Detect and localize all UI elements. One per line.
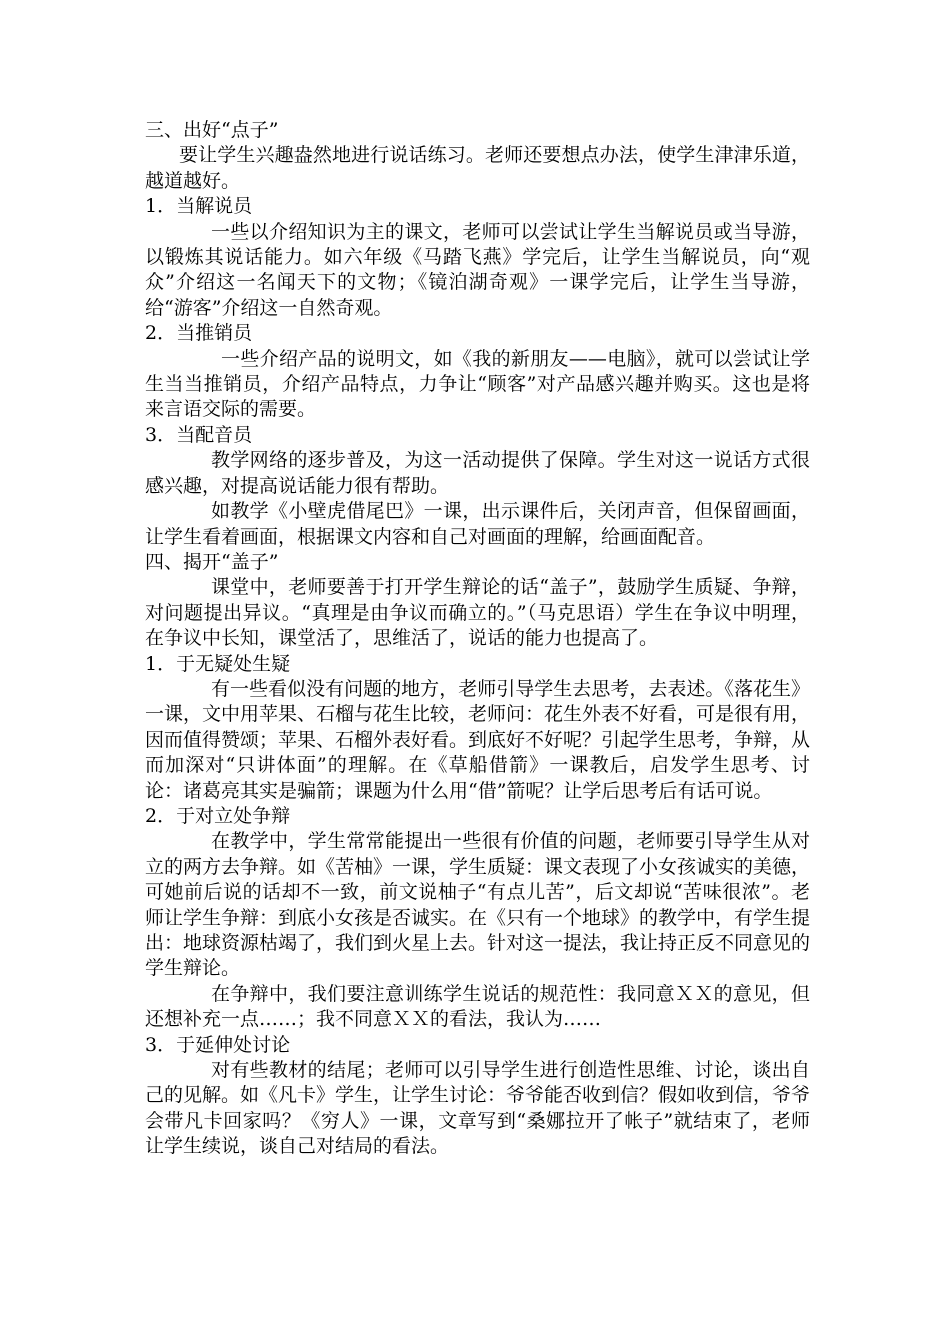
paragraph: 有一些看似没有问题的地方，老师引导学生去思考，去表述。《落花生》一课，文中用苹果、石榴与花生比较，老师问：花生外表不好看，可是很有用，因而值得赞颂；苹果、石榴外表好看。到底好不好呢？引起学生思考，争辩，从而加深对“只讲体面”的理解。在《草船借箭》一课教后，启发学生思考、讨论：诸葛亮其实是骗箭；课题为什么用“借”箭呢？让学后思考后有话可说。 xyxy=(145,677,811,802)
subheading-debate: 2．于对立处争辩 xyxy=(145,804,291,827)
paragraph: 对有些教材的结尾；老师可以引导学生进行创造性思维、讨论，谈出自己的见解。如《凡卡》学生，让学生讨论：爷爷能否收到信？假如收到信，爷爷会带凡卡回家吗？《穷人》一课，文章写到“桑娜拉开了帐子”就结束了，老师让学生续说，谈自己对结局的看法。 xyxy=(145,1059,811,1158)
section-heading-3: 三、出好“点子” xyxy=(145,119,279,141)
section-heading-4: 四、揭开“盖子” xyxy=(145,550,279,573)
subheading-commentator: 1．当解说员 xyxy=(145,195,253,218)
paragraph: 在争辩中，我们要注意训练学生说话的规范性：我同意ＸＸ的意见，但还想补充一点……；我不同意ＸＸ的看法，我认为…… xyxy=(145,982,810,1031)
paragraph: 一些介绍产品的说明文，如《我的新朋友——电脑》，就可以尝试让学生当当推销员，介绍产品特点，力争让“顾客”对产品感兴趣并购买。这也是将来言语交际的需要。 xyxy=(145,347,810,421)
paragraph: 如教学《小壁虎借尾巴》一课，出示课件后，关闭声音，但保留画面，让学生看着画面，根据课文内容和自己对画面的理解，给画面配音。 xyxy=(145,500,810,548)
subheading-dubber: 3．当配音员 xyxy=(145,423,253,446)
subheading-doubt: 1．于无疑处生疑 xyxy=(145,652,291,675)
paragraph: 一些以介绍知识为主的课文，老师可以尝试让学生当解说员或当导游，以锻炼其说话能力。如六年级《马踏飞燕》学完后，让学生当解说员，向“观众”介绍这一名闻天下的文物；《镜泊湖奇观》一课学完后，让学生当导游，给“游客”介绍这一自然奇观。 xyxy=(145,220,810,319)
paragraph: 课堂中，老师要善于打开学生辩论的话“盖子”，鼓励学生质疑、争辩，对问题提出异议。“真理是由争议而确立的。”（马克思语）学生在争议中明理，在争议中长知，课堂活了，思维活了，说话的能力也提高了。 xyxy=(145,576,810,650)
paragraph: 要让学生兴趣盎然地进行说话练习。老师还要想点办法，使学生津津乐道，越道越好。 xyxy=(145,144,810,192)
paragraph: 在教学中，学生常常能提出一些很有价值的问题，老师要引导学生从对立的两方去争辩。如《苦柚》一课，学生质疑：课文表现了小女孩诚实的美德，可她前后说的话却不一致，前文说柚子“有点儿苦”，后文却说“苦味很浓”。老师让学生争辩：到底小女孩是否诚实。在《只有一个地球》的教学中，有学生提出：地球资源枯竭了，我们到火星上去。针对这一提法，我让持正反不同意见的学生辩论。 xyxy=(145,830,811,980)
subheading-salesperson: 2．当推销员 xyxy=(145,322,253,345)
document-page xyxy=(145,118,810,1160)
paragraph: 教学网络的逐步普及，为这一活动提供了保障。学生对这一说话方式很感兴趣，对提高说话能力很有帮助。 xyxy=(145,449,810,497)
subheading-discussion: 3．于延伸处讨论 xyxy=(145,1033,291,1056)
